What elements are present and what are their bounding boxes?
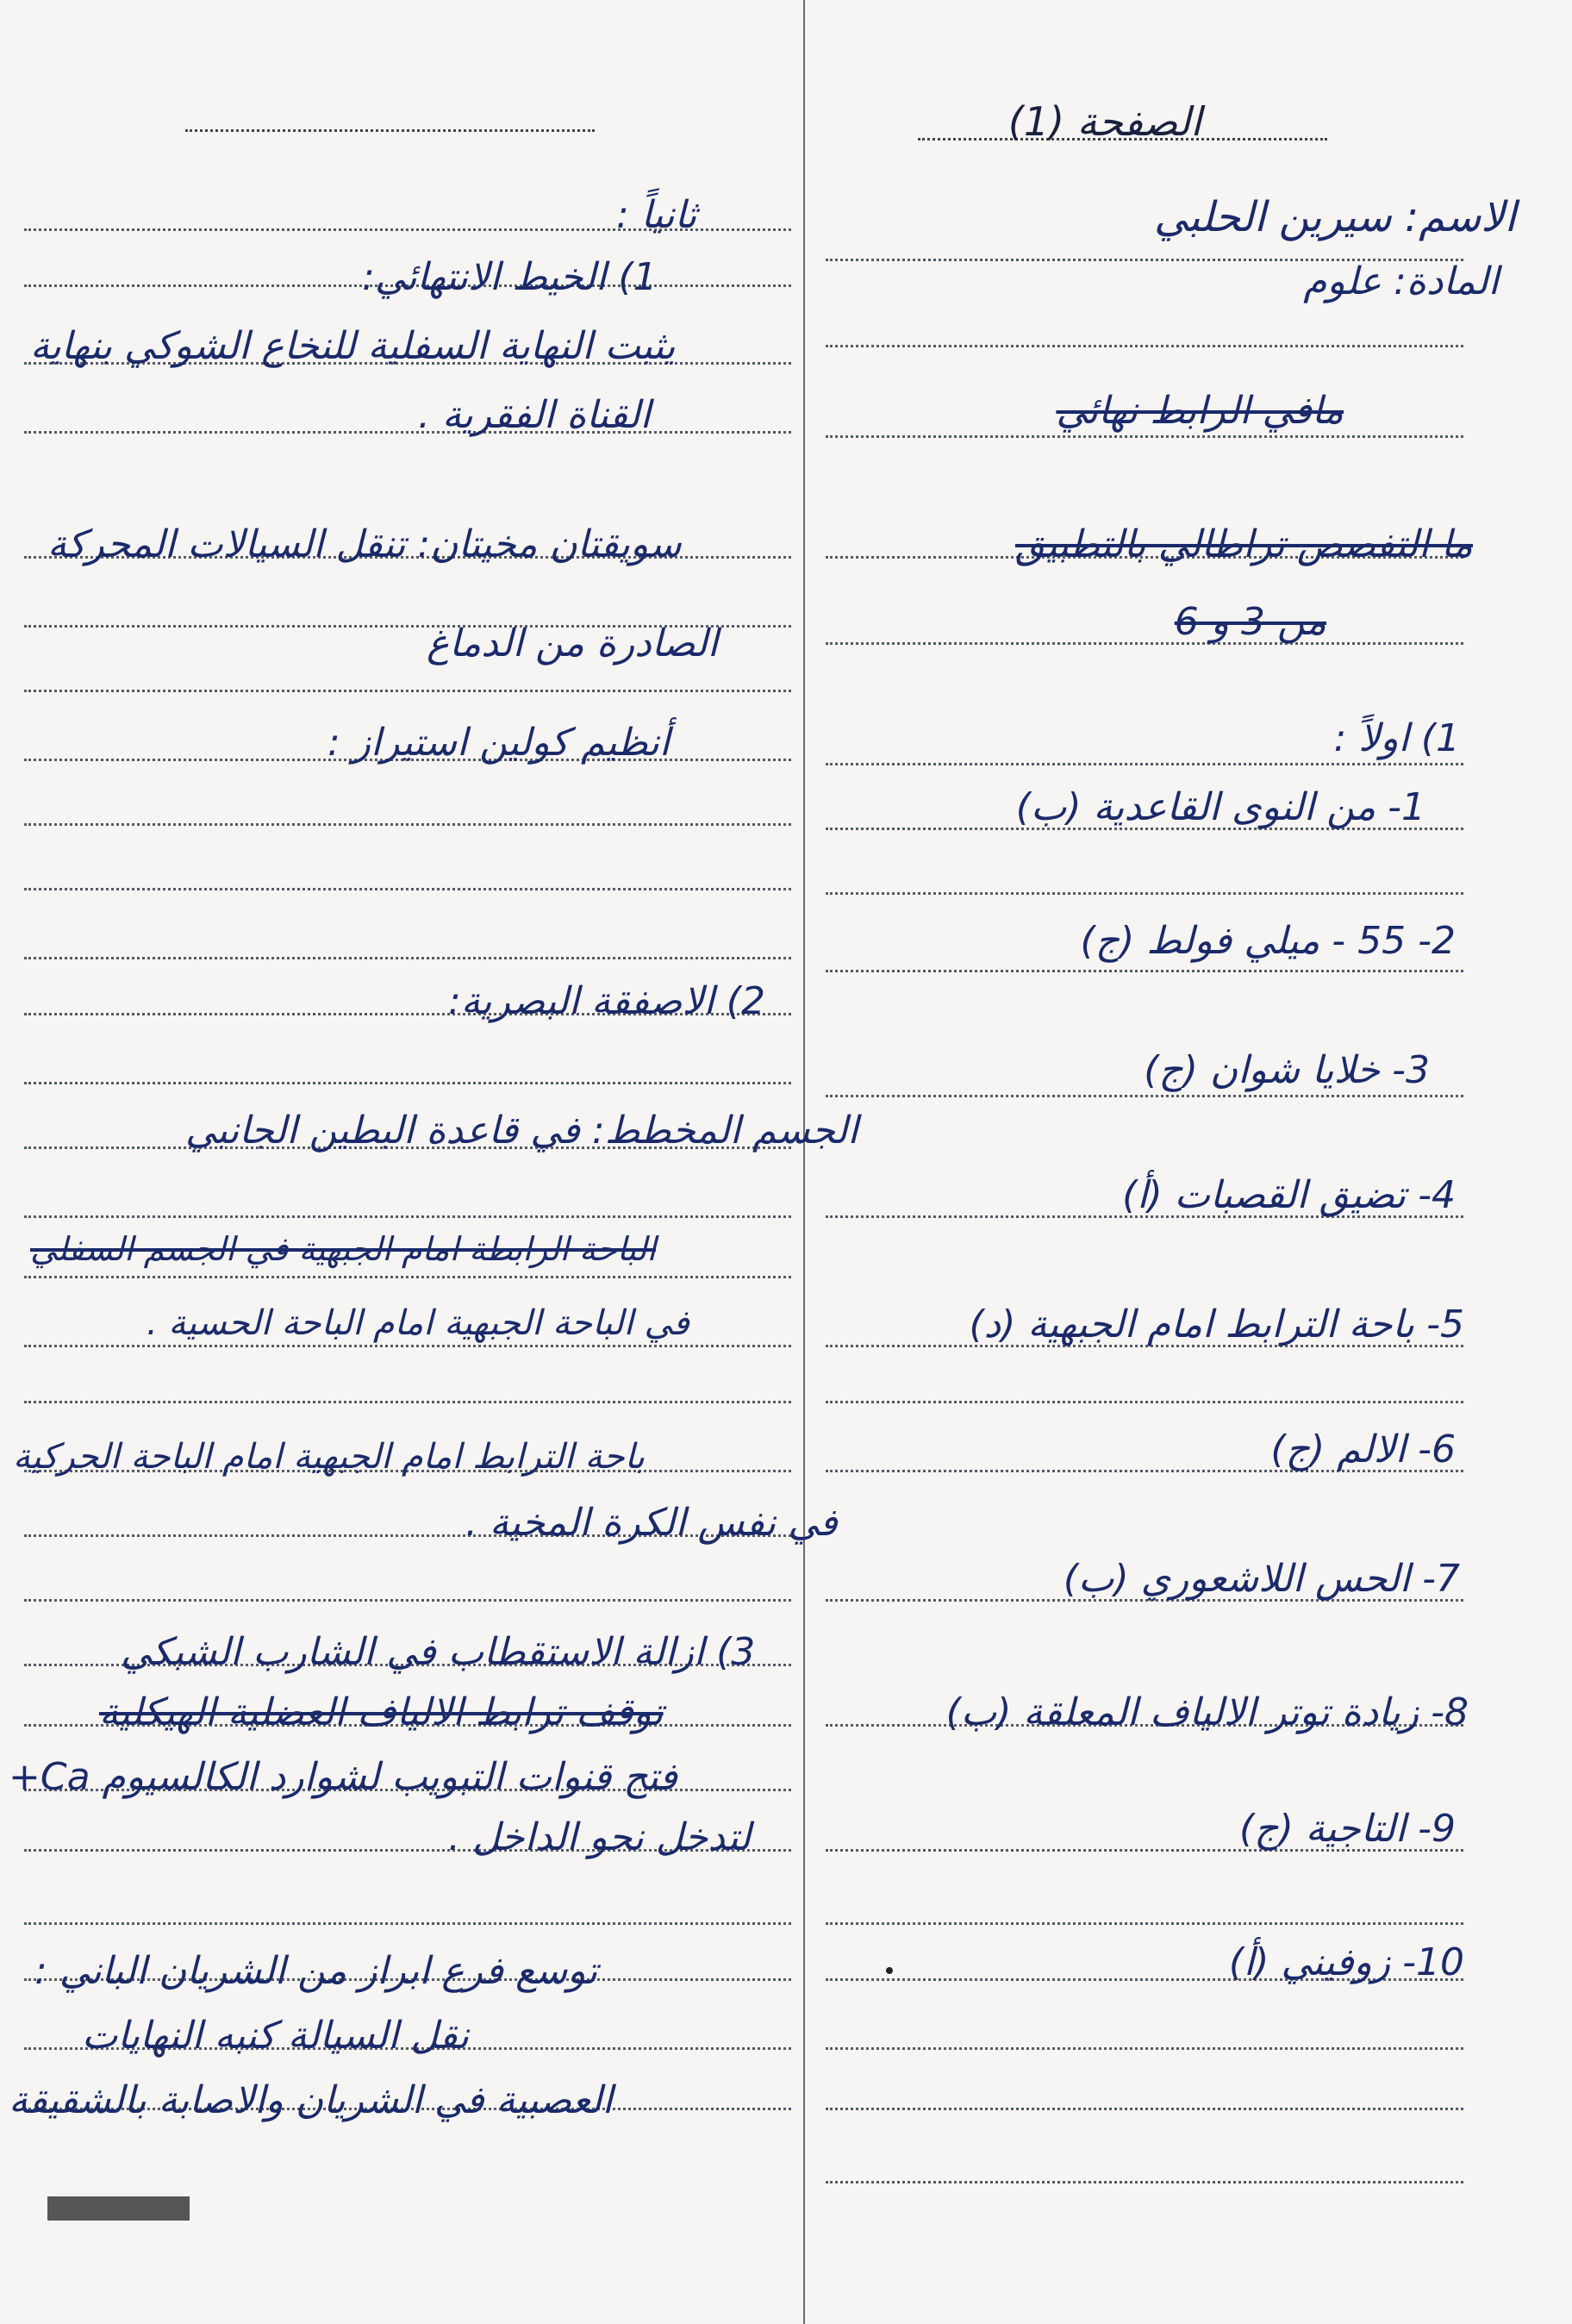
section-heading: ثانياً : [616,193,697,237]
scan-artifact-mark [47,2196,190,2221]
rule-line [826,2108,1463,2110]
rule-line [24,1082,791,1084]
answer-line: 1) الخيط الانتهائي: [362,255,658,299]
answer-item: 5- باحة الترابط امام الجبهية (د) [969,1303,1464,1346]
answer-line: الجسم المخطط: في قاعدة البطين الجانبي [185,1109,858,1153]
rule-line [826,892,1463,895]
rule-line [24,690,791,692]
rule-line [24,957,791,959]
answer-item: 8- زيادة توتر الالياف المعلقة (ب) [945,1690,1469,1734]
rule-line [826,2181,1463,2183]
answer-line: نقل السيالة كنبه النهايات [82,2014,470,2058]
crossed-out-line: ما التفصص تراطالي بالتطبيق [1014,522,1473,566]
answer-item: 3- خلايا شوان (ج) [1144,1048,1430,1092]
answer-line: لتدخل نحو الداخل . [448,1815,752,1859]
rule-line [24,1599,791,1602]
answer-line: العصبية في الشريان والاصابة بالشقيقة [9,2078,613,2122]
answer-line: سويقتان مخيتان: تنقل السيالات المحركة [47,522,682,566]
answer-item: 4- تضيق القصبات (أ) [1122,1173,1456,1217]
crossed-out-line: مافي الرابط نهائي [1056,389,1344,433]
answer-item: 7- الحس اللاشعوري (ب) [1063,1557,1460,1601]
rule-line [24,1345,791,1347]
rule-line [826,1922,1463,1925]
answer-line: القناة الفقرية . [418,393,651,437]
rule-line [24,1276,791,1278]
rule-line [826,763,1463,765]
answer-line: 2) الاصفقة البصرية: [448,979,765,1023]
rule-line [24,1215,791,1218]
subject-line: المادة: علوم [1303,259,1499,303]
answer-line: باحة الترابط امام الجبهية امام الباحة الحركية [13,1437,646,1477]
answer-item: 10- زوفيني (أ) [1228,1940,1464,1984]
rule-line [826,970,1463,972]
answer-line: يثبت النهاية السفلية للنخاع الشوكي بنهاية [30,324,676,368]
crossed-out-line: من 3 و 6 [1174,600,1326,644]
rule-line [24,823,791,826]
header-line-left [185,129,595,132]
answer-item: 9- التاجية (ج) [1239,1807,1456,1851]
answer-line: أنظيم كولين استيراز : [328,721,671,765]
answer-line: الصادرة من الدماغ [427,622,719,665]
rule-line [24,431,791,434]
rule-line [826,1095,1463,1097]
rule-line [826,435,1463,438]
answer-line: توسع فرع ابراز من الشريان الباني : [34,1949,598,1993]
rule-line [24,1922,791,1925]
rule-line [24,888,791,890]
rule-line [24,1401,791,1403]
answer-line: في نفس الكرة المخية . [465,1501,838,1545]
rule-line [826,642,1463,645]
rule-line [826,1401,1463,1403]
answer-item: 6- الالم (ج) [1270,1428,1456,1471]
center-margin-line [803,0,805,2324]
rule-line [826,345,1463,347]
ink-dot [886,1967,893,1974]
crossed-out-line: الباحة الرابطة امام الجبهية في الجسم السفلي [30,1230,657,1268]
section-heading: 1) اولاً : [1333,716,1460,760]
crossed-out-line: توقف ترابط الالياف العضلية الهيكلية [99,1690,664,1734]
rule-line [826,2047,1463,2050]
answer-item: 1- من النوى القاعدية (ب) [1015,785,1425,829]
answer-line: في الباحة الجبهية امام الباحة الحسية . [147,1303,689,1343]
answer-line: 3) ازالة الاستقطاب في الشارب الشبكي [121,1630,756,1674]
page-label: الصفحة (1) [1007,98,1201,145]
student-name: الاسم: سيرين الحلبي [1154,193,1516,241]
answer-item: 2- 55 - ميلي فولط (ج) [1080,919,1456,963]
answer-line: فتح قنوات التبويب لشوارد الكالسيوم Ca+ [9,1755,677,1799]
